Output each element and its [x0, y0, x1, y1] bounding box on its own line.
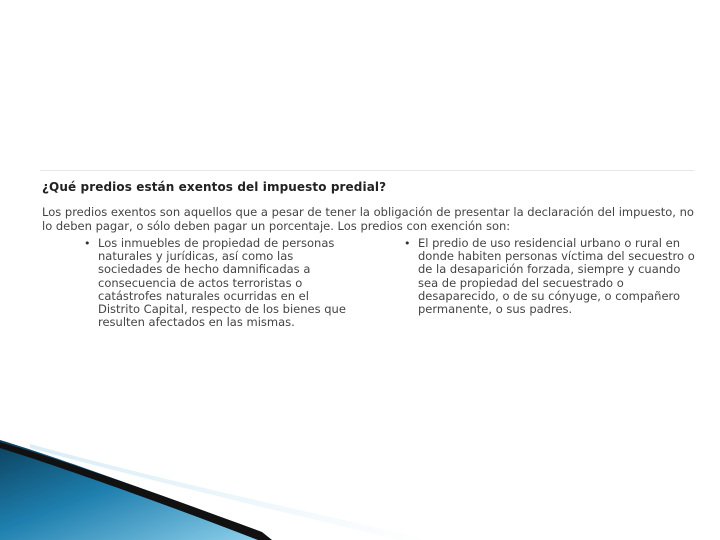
intro-paragraph: Los predios exentos son aquellos que a pesar de tener la obligación de presentar la declaración del impuesto, no lo deben pagar, o sólo deben pagar un porcentaje. Los predios con exención son: [42, 205, 694, 233]
section-heading: ¿Qué predios están exentos del impuesto predial? [42, 180, 387, 194]
bullet-icon: • [84, 237, 91, 250]
corner-swoosh-decoration [0, 440, 720, 540]
exemption-list [40, 235, 694, 345]
bullet-icon: • [404, 237, 411, 250]
list-item-text: El predio de uso residencial urbano o rural en donde habiten personas víctima del secuestro o de la desaparición forzada, siempre y cuando sea de propiedad del secuestrado o desaparecido, o de su cónyuge, o compañero permanente, o sus padres. [418, 236, 695, 317]
list-item-text: Los inmuebles de propiedad de personas naturales y jurídicas, así como las sociedades de hecho damnificadas a consecuencia de actos terroristas o catástrofes naturales ocurridas en el Distrito Capital, respecto de los bienes que resulten afectados en las mismas. [98, 236, 346, 330]
top-divider [40, 170, 694, 171]
list-item [404, 237, 696, 316]
list-item [84, 237, 354, 329]
content-area [40, 170, 694, 345]
